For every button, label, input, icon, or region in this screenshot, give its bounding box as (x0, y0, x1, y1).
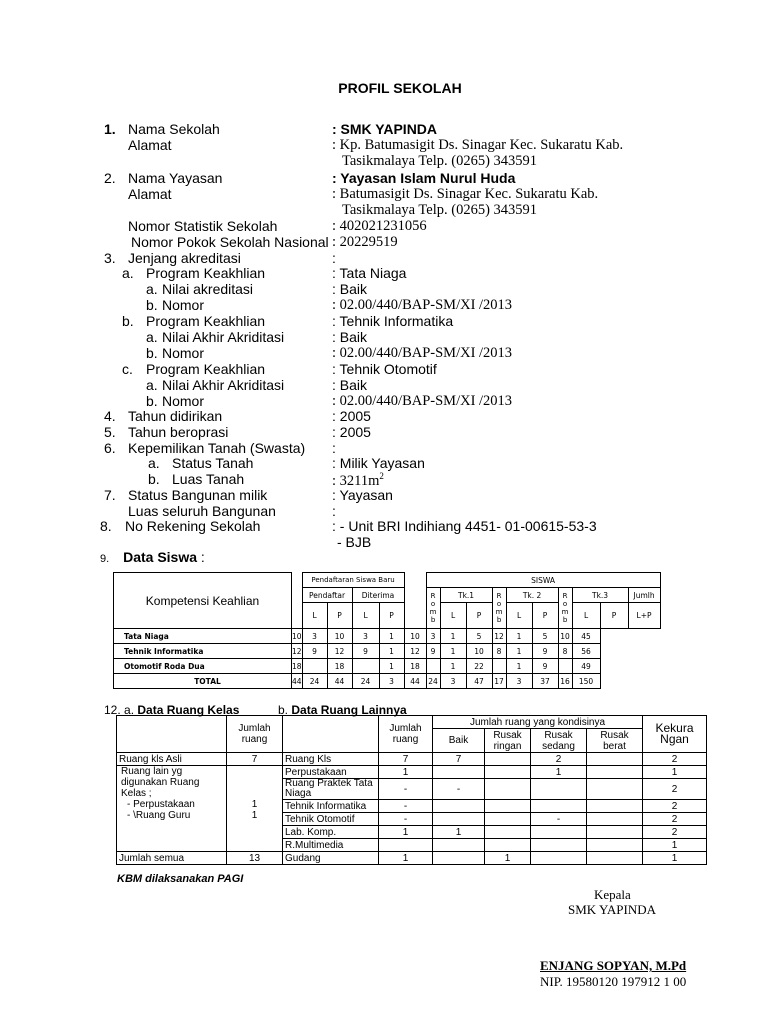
profile-item-value (332, 361, 437, 377)
profile-item-number: a. (146, 281, 158, 297)
section12-b-title: Data Ruang Lainnya (291, 703, 407, 717)
profile-item-label: Nomor Statistik Sekolah (128, 218, 278, 234)
section12-a-prefix: 12. a. (104, 703, 135, 717)
page-title: PROFIL SEKOLAH (338, 80, 462, 96)
table-cell: 44 (327, 674, 352, 689)
lainnya-kurang: 2 (643, 826, 707, 839)
table-cell (352, 659, 379, 674)
profile-item-label: Nama Yayasan (128, 170, 223, 186)
lainnya-baik (433, 852, 485, 865)
table-cell: 45 (572, 629, 600, 644)
profile-item-value (332, 265, 406, 281)
profile-item-label: No Rekening Sekolah (125, 518, 261, 534)
profile-item-value-text: : 2005 (332, 408, 371, 424)
profile-item-label: Nomor (162, 345, 205, 361)
table-cell: 1 (379, 644, 404, 659)
table-row (114, 629, 661, 644)
table-row (114, 674, 661, 689)
lainnya-berat (587, 800, 643, 813)
profile-item-number: 5. (104, 424, 116, 440)
p-header: P (379, 603, 404, 629)
kelas-lain-value: 1 (251, 799, 258, 810)
table-cell: 1 (506, 629, 532, 644)
profile-item-value (332, 186, 598, 203)
lp-header: L+P (628, 603, 660, 629)
profile-item-label: Nilai akreditasi (162, 281, 254, 297)
profile-item-value (332, 377, 367, 393)
profile-item-label: Nama Sekolah (128, 121, 220, 137)
lainnya-name: Gudang (283, 852, 379, 865)
lainnya-berat (587, 753, 643, 766)
profile-item-label: Luas Tanah (172, 471, 245, 487)
table-cell (558, 659, 572, 674)
profile-item-value (332, 137, 623, 154)
table-cell: 9 (532, 644, 558, 659)
lainnya-name: Ruang Kls (283, 753, 379, 766)
profile-item-value (332, 121, 437, 137)
kelas-lain-item: Ruang lain yg digunakan Ruang Kelas ; (121, 766, 200, 799)
lainnya-jumlah: 7 (379, 753, 433, 766)
table-cell: 1 (379, 659, 404, 674)
kelas-value: 13 (227, 852, 283, 865)
profile-item-label: Luas seluruh Bangunan (128, 503, 276, 519)
rusak-berat-header: Rusak berat (587, 729, 643, 753)
l-header: L (506, 603, 532, 629)
table-cell: 24 (426, 674, 440, 689)
tk2-header: Tk. 2 (506, 588, 558, 603)
profile-item-label: Nomor (162, 297, 205, 313)
profile-item-value (332, 329, 367, 345)
table-cell: 12 (327, 644, 352, 659)
profile-item-label: Nilai Akhir Akriditasi (162, 329, 285, 345)
profile-item-number: b. (146, 393, 158, 409)
profile-item-label: Status Tanah (172, 455, 254, 471)
lainnya-jumlah: 1 (379, 766, 433, 779)
rombel-header: R o m b (492, 588, 506, 629)
lainnya-sedang (531, 852, 587, 865)
table-cell: 8 (492, 644, 506, 659)
table-cell: 1 (506, 644, 532, 659)
profile-item-value-text: : Milik Yayasan (332, 455, 425, 471)
lainnya-baik (433, 766, 485, 779)
profile-item-value (332, 170, 515, 186)
profile-item-value (332, 455, 425, 471)
signature-nip: NIP. 19580120 197912 1 00 (540, 974, 687, 989)
profile-item-value (332, 408, 371, 424)
lainnya-baik (433, 839, 485, 852)
table-cell (302, 659, 327, 674)
table-row (114, 644, 661, 659)
kbm-note: KBM dilaksanakan PAGI (117, 873, 244, 885)
lainnya-berat (587, 826, 643, 839)
kelas-label: Jumlah semua (117, 852, 227, 865)
profile-item-value (332, 424, 371, 440)
lainnya-ringan (485, 826, 531, 839)
l-header: L (440, 603, 466, 629)
profile-item-number: 7. (104, 487, 116, 503)
kondisi-header: Jumlah ruang yang kondisinya (433, 716, 643, 729)
profile-item-value (342, 202, 537, 219)
profile-item-label: Program Keakhlian (146, 361, 266, 377)
profile-item-number: a. (146, 377, 158, 393)
section-title: Data Siswa (123, 549, 198, 565)
table-cell: 3 (440, 674, 466, 689)
lainnya-kurang: 2 (643, 779, 707, 800)
kekurangan-header: Kekura Ngan (643, 716, 707, 753)
pendaftar-header: Pendaftar (302, 588, 352, 603)
baik-header: Baik (433, 729, 485, 753)
l-header: L (572, 603, 600, 629)
profile-item-value (332, 218, 427, 235)
table-cell: 1 (440, 659, 466, 674)
lainnya-kurang: 1 (643, 766, 707, 779)
row-label: Tata Niaga (114, 629, 292, 644)
lainnya-ringan (485, 766, 531, 779)
kelas-jumlah-header: Jumlah ruang (227, 716, 283, 753)
signature-role: Kepala (594, 887, 631, 902)
table-cell: 150 (572, 674, 600, 689)
table-cell: 3 (352, 629, 379, 644)
table-cell: 1 (379, 629, 404, 644)
profile-item-value (332, 234, 398, 251)
profile-item-label: Kepemilikan Tanah (Swasta) (128, 440, 306, 456)
lainnya-kurang: 2 (643, 813, 707, 826)
profile-item-value-text: : 3211m (332, 472, 380, 489)
l-header: L (352, 603, 379, 629)
p-header: P (600, 603, 628, 629)
row-label: TOTAL (114, 674, 292, 689)
table-cell: 8 (558, 644, 572, 659)
lainnya-ringan (485, 800, 531, 813)
table-row (117, 753, 707, 766)
table-cell: 9 (352, 644, 379, 659)
table-cell: 18 (292, 659, 303, 674)
table-cell: 10 (404, 629, 426, 644)
profile-item-value (332, 250, 336, 266)
lainnya-sedang: - (531, 813, 587, 826)
lainnya-sedang (531, 800, 587, 813)
section12-b-prefix: b. (278, 703, 289, 717)
table-cell: 49 (572, 659, 600, 674)
lainnya-baik: 1 (433, 826, 485, 839)
row-label: Otomotif Roda Dua (114, 659, 292, 674)
table-cell: 3 (506, 674, 532, 689)
profile-item-value (342, 153, 537, 170)
profile-item-number: b. (146, 297, 158, 313)
profile-item-value-text: : Kp. Batumasigit Ds. Sinagar Kec. Sukaratu Kab. (332, 137, 624, 153)
profile-item-value-text: : Tehnik Otomotif (332, 361, 437, 377)
lainnya-baik: - (433, 779, 485, 800)
profile-item-number: b. (122, 313, 134, 329)
lainnya-sedang (531, 779, 587, 800)
table-cell (492, 659, 506, 674)
signature-name: ENJANG SOPYAN, M.Pd (540, 958, 687, 973)
table-cell: 18 (404, 659, 426, 674)
profile-item-label: Alamat (128, 186, 172, 202)
profile-item-value-text: Tasikmalaya Telp. (0265) 343591 (342, 153, 538, 169)
profile-item-value-text: Tasikmalaya Telp. (0265) 343591 (342, 202, 538, 218)
lainnya-baik (433, 800, 485, 813)
profile-item-label: Jenjang akreditasi (128, 250, 241, 266)
profile-item-number: c. (122, 361, 133, 377)
lainnya-kurang: 2 (643, 753, 707, 766)
lainnya-sedang (531, 839, 587, 852)
lainnya-name: Lab. Komp. (283, 826, 379, 839)
lainnya-kurang: 1 (643, 839, 707, 852)
profile-item-value-text: : (332, 503, 336, 519)
table-cell: 18 (327, 659, 352, 674)
lainnya-name: Perpustakaan (283, 766, 379, 779)
kelas-lain-item: - Perpustakaan (127, 799, 195, 810)
rusak-sedang-header: Rusak sedang (531, 729, 587, 753)
kelas-lain-values (227, 766, 283, 852)
tk1-header: Tk.1 (440, 588, 492, 603)
profile-item-number: 6. (104, 440, 116, 456)
lainnya-berat (587, 839, 643, 852)
kelas-lain-cell (117, 766, 227, 852)
table-row (117, 852, 707, 865)
section12-a-title: Data Ruang Kelas (137, 703, 240, 717)
profile-item-label: Nilai Akhir Akriditasi (162, 377, 285, 393)
profile-item-label: Tahun didirikan (128, 408, 223, 424)
profile-item-number: 4. (104, 408, 116, 424)
profile-item-value-text: : Yayasan Islam Nurul Huda (332, 170, 516, 186)
profile-item-value (332, 345, 512, 362)
lainnya-berat (587, 813, 643, 826)
lainnya-berat (587, 766, 643, 779)
table-cell: 10 (558, 629, 572, 644)
p-header: P (532, 603, 558, 629)
tk3-header: Tk.3 (572, 588, 628, 603)
row-label: Tehnik Informatika (114, 644, 292, 659)
profile-item-value (332, 518, 597, 534)
profile-item-number: 3. (104, 250, 116, 266)
lainnya-header-blank (283, 716, 379, 753)
profile-item-value-text: : 02.00/440/BAP-SM/XI /2013 (332, 393, 513, 409)
profile-item-value (332, 313, 453, 329)
lainnya-jumlah: - (379, 779, 433, 800)
profile-item-value (332, 281, 367, 297)
section-colon: : (200, 549, 205, 565)
profile-item-value-text: : Baik (332, 281, 368, 297)
p-header: P (327, 603, 352, 629)
kompetensi-header: Kompetensi Keahlian (114, 573, 292, 629)
table-cell: 3 (379, 674, 404, 689)
ruang-rows (117, 753, 707, 865)
profile-item-value-text: : Tata Niaga (332, 265, 407, 281)
profile-item-number: a. (148, 455, 160, 471)
profile-item-value-text: : 02.00/440/BAP-SM/XI /2013 (332, 297, 513, 313)
profile-item-value-text: : (332, 440, 336, 456)
table-cell: 17 (492, 674, 506, 689)
profile-item-number: a. (146, 329, 158, 345)
lainnya-name: R.Multimedia (283, 839, 379, 852)
spacer (229, 766, 280, 799)
lainnya-berat (587, 779, 643, 800)
lainnya-kurang: 2 (643, 800, 707, 813)
table-cell: 22 (466, 659, 492, 674)
lainnya-name: Ruang Praktek Tata Niaga (283, 779, 379, 800)
profile-item-label: Program Keakhlian (146, 265, 266, 281)
lainnya-ringan: 1 (485, 852, 531, 865)
profile-item-value-text: : 20229519 (332, 234, 398, 250)
ruang-table (116, 715, 707, 865)
l-header: L (302, 603, 327, 629)
table-cell (426, 659, 440, 674)
col-gap (292, 573, 303, 629)
table-cell: 47 (466, 674, 492, 689)
table-cell: 12 (404, 644, 426, 659)
profile-item-value-text: : 402021231056 (332, 218, 427, 234)
profile-item-superscript: 2 (379, 471, 384, 481)
table-row (117, 766, 707, 779)
kelas-lain-value: 1 (251, 810, 258, 821)
table-cell: 5 (466, 629, 492, 644)
lainnya-jumlah: 1 (379, 826, 433, 839)
table-row (114, 659, 661, 674)
jumlah-header: Jumlh (628, 588, 660, 603)
p-header: P (466, 603, 492, 629)
diterima-header: Diterima (352, 588, 404, 603)
pendaftaran-header: Pendaftaran Siswa Baru (302, 573, 404, 588)
table-cell: 5 (532, 629, 558, 644)
profile-item-label: Nomor (162, 393, 205, 409)
table-cell: 24 (352, 674, 379, 689)
profile-item-label: Alamat (128, 137, 172, 153)
table-cell: 12 (492, 629, 506, 644)
table-cell: 16 (558, 674, 572, 689)
lainnya-ringan (485, 753, 531, 766)
signature-school: SMK YAPINDA (568, 902, 657, 917)
profile-item-value-text: : (332, 250, 336, 266)
lainnya-baik: 7 (433, 753, 485, 766)
rombel-header: R o m b (558, 588, 572, 629)
siswa-header: SISWA (426, 573, 660, 588)
lainnya-jumlah: - (379, 813, 433, 826)
table-cell: 24 (302, 674, 327, 689)
profile-item-value-text: : Yayasan (332, 487, 393, 503)
lainnya-sedang: 2 (531, 753, 587, 766)
lainnya-jumlah-header: Jumlah ruang (379, 716, 433, 753)
profile-item-value-text: : Batumasigit Ds. Sinagar Kec. Sukaratu Kab. (332, 186, 599, 202)
profile-item-label: Nomor Pokok Sekolah Nasional (131, 234, 329, 250)
profile-item-value (332, 487, 393, 503)
profile-item-value-text: : SMK YAPINDA (332, 121, 438, 137)
kelas-label: Ruang kls Asli (117, 753, 227, 766)
profile-item-value-text: : - Unit BRI Indihiang 4451- 01-00615-53-3 (332, 518, 597, 534)
rombel-header: R o m b (426, 588, 440, 629)
table-cell: 1 (506, 659, 532, 674)
table-cell: 3 (426, 629, 440, 644)
profile-item-number: 2. (104, 170, 116, 186)
lainnya-baik (433, 813, 485, 826)
profile-item-number: b. (146, 345, 158, 361)
lainnya-jumlah: 1 (379, 852, 433, 865)
lainnya-sedang (531, 826, 587, 839)
table-cell: 37 (532, 674, 558, 689)
table-cell: 9 (532, 659, 558, 674)
lainnya-jumlah: - (379, 800, 433, 813)
table-cell: 10 (292, 629, 303, 644)
profile-item-number: a. (122, 265, 134, 281)
profile-item-value (337, 534, 371, 550)
profile-item-label: Program Keakhlian (146, 313, 266, 329)
lainnya-berat (587, 852, 643, 865)
table-cell: 12 (292, 644, 303, 659)
section-number: 9. (100, 553, 110, 565)
rusak-ringan-header: Rusak ringan (485, 729, 531, 753)
profile-item-number: 1. (104, 121, 116, 137)
kelas-header-blank (117, 716, 227, 753)
table-cell: 9 (426, 644, 440, 659)
lainnya-name: Tehnik Otomotif (283, 813, 379, 826)
siswa-table (113, 572, 661, 689)
lainnya-kurang: 1 (643, 852, 707, 865)
col-gap (404, 573, 426, 629)
profile-item-label: Status Bangunan milik (128, 487, 268, 503)
profile-item-value-text: : Baik (332, 377, 368, 393)
profile-item-value-text: : 2005 (332, 424, 371, 440)
profile-item-value (332, 503, 336, 519)
table-cell: 9 (302, 644, 327, 659)
profile-item-value-text: - BJB (337, 534, 372, 550)
profile-item-value (332, 440, 336, 456)
profile-item-value-text: : 02.00/440/BAP-SM/XI /2013 (332, 345, 513, 361)
profile-item-value-text: : Tehnik Informatika (332, 313, 454, 329)
data-siswa-heading (100, 549, 205, 565)
table-cell: 1 (440, 629, 466, 644)
kelas-value: 7 (227, 753, 283, 766)
table-cell: 3 (302, 629, 327, 644)
profile-item-number: 8. (100, 518, 112, 534)
lainnya-ringan (485, 839, 531, 852)
table-cell: 10 (327, 629, 352, 644)
profile-item-value (332, 297, 512, 314)
profile-item-value-text: : Baik (332, 329, 368, 345)
lainnya-jumlah (379, 839, 433, 852)
lainnya-ringan (485, 779, 531, 800)
table-cell: 44 (292, 674, 303, 689)
lainnya-sedang: 1 (531, 766, 587, 779)
kelas-lain-item: - \Ruang Guru (127, 810, 191, 821)
lainnya-ringan (485, 813, 531, 826)
profile-item-label: Tahun beroprasi (128, 424, 229, 440)
table-cell: 44 (404, 674, 426, 689)
lainnya-name: Tehnik Informatika (283, 800, 379, 813)
profile-item-number: b. (148, 471, 160, 487)
siswa-rows (114, 629, 661, 689)
table-cell: 56 (572, 644, 600, 659)
table-cell: 10 (466, 644, 492, 659)
table-cell: 1 (440, 644, 466, 659)
